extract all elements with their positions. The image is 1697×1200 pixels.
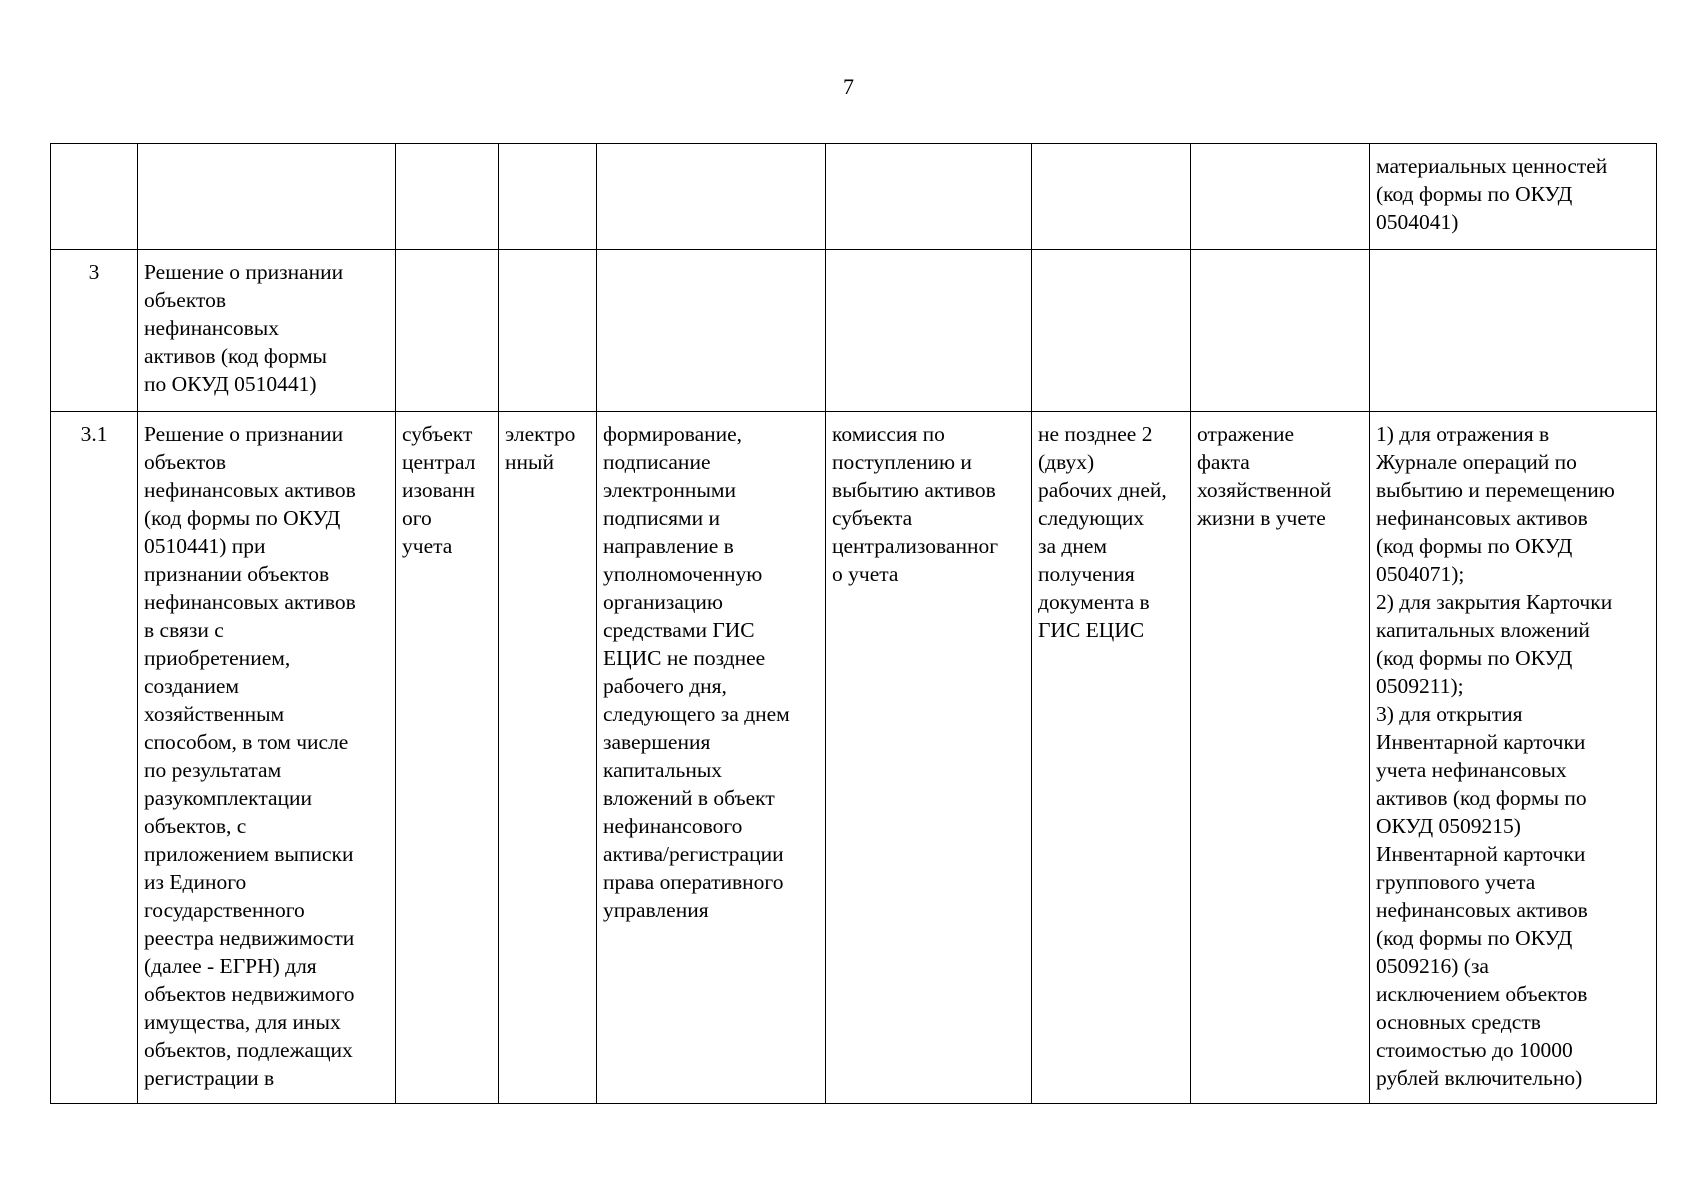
text-line: 0510441) при	[144, 534, 266, 558]
text-line: Журнале операций по	[1376, 450, 1577, 474]
text-line: 3) для открытия	[1376, 702, 1523, 726]
text-line: комиссия по	[832, 422, 945, 446]
text-line: активов (код формы по	[1376, 786, 1587, 810]
text-line: (код формы по ОКУД	[1376, 646, 1573, 670]
text-line: 0509211);	[1376, 674, 1464, 698]
text-line: имущества, для иных	[144, 1010, 341, 1034]
document-form-cell	[499, 412, 597, 1104]
text-line: учета нефинансовых	[1376, 758, 1567, 782]
text-line: способом, в том числе	[144, 730, 349, 754]
text-line: централизованног	[832, 534, 999, 558]
text-line: нефинансовых активов	[144, 478, 356, 502]
text-line: факта	[1197, 450, 1250, 474]
text-line: (код формы по ОКУД	[1376, 182, 1573, 206]
text-line: (двух)	[1038, 450, 1095, 474]
text-line: направление в	[603, 534, 734, 558]
text-line: актива/регистрации	[603, 842, 784, 866]
cell-empty	[1191, 250, 1370, 412]
text-line: капитальных	[603, 758, 723, 782]
text-line: рублей включительно)	[1376, 1066, 1583, 1090]
text-line: централ	[402, 450, 476, 474]
text-line: ОКУД 0509215)	[1376, 814, 1521, 838]
text-line: Решение о признании	[144, 422, 344, 446]
text-line: выбытию активов	[832, 478, 996, 502]
text-line: уполномоченную	[603, 562, 763, 586]
text-line: формирование,	[603, 422, 743, 446]
cell-empty	[138, 144, 396, 250]
text-line: капитальных вложений	[1376, 618, 1590, 642]
text-line: вложений в объект	[603, 786, 775, 810]
document-table	[50, 143, 1657, 1104]
text-line: субъекта	[832, 506, 913, 530]
text-line: нефинансовых активов	[1376, 898, 1588, 922]
text-line: о учета	[832, 562, 899, 586]
text-line: приложением выписки	[144, 842, 354, 866]
text-line: субъект	[402, 422, 473, 446]
executor-cell	[826, 412, 1032, 1104]
cell-empty	[499, 250, 597, 412]
cell-empty	[597, 250, 826, 412]
cell-empty	[396, 250, 499, 412]
text-line: (код формы по ОКУД	[144, 506, 341, 530]
text-line: Инвентарной карточки	[1376, 730, 1586, 754]
text-line: реестра недвижимости	[144, 926, 355, 950]
deadline-cell	[1032, 412, 1191, 1104]
text-line: не позднее 2	[1038, 422, 1153, 446]
text-line: следующих	[1038, 506, 1145, 530]
text-line: приобретением,	[144, 646, 291, 670]
text-line: подписями и	[603, 506, 721, 530]
text-line: объектов, подлежащих	[144, 1038, 353, 1062]
text-line: разукомплектации	[144, 786, 313, 810]
text-line: (код формы по ОКУД	[1376, 534, 1573, 558]
text-line: 1) для отражения в	[1376, 422, 1550, 446]
text-line: документа в	[1038, 590, 1150, 614]
text-line: поступлению и	[832, 450, 972, 474]
cell-empty	[597, 144, 826, 250]
responsible-entity-cell	[396, 412, 499, 1104]
text-line: активов (код формы	[144, 344, 328, 368]
text-line: ГИС ЕЦИС	[1038, 618, 1145, 642]
text-line: изованн	[402, 478, 476, 502]
text-line: основных средств	[1376, 1010, 1541, 1034]
document-name-cell	[138, 412, 396, 1104]
text-line: ЕЦИС не позднее	[603, 646, 766, 670]
text-line: отражение	[1197, 422, 1295, 446]
cell-empty	[1032, 144, 1191, 250]
text-line: учета	[402, 534, 453, 558]
text-line: подписание	[603, 450, 711, 474]
text-line: (далее - ЕГРН) для	[144, 954, 317, 978]
table-row-3-1	[51, 412, 1657, 1104]
text-line: группового учета	[1376, 870, 1536, 894]
text-line: получения	[1038, 562, 1135, 586]
text-line: из Единого	[144, 870, 247, 894]
row-number: 3.1	[51, 412, 138, 1104]
text-line: нный	[505, 450, 554, 474]
text-line: объектов недвижимого	[144, 982, 355, 1006]
text-line: (код формы по ОКУД	[1376, 926, 1573, 950]
cell-continued-purpose	[1370, 144, 1657, 250]
text-line: электронными	[603, 478, 736, 502]
cell-empty	[1032, 250, 1191, 412]
text-line: выбытию и перемещению	[1376, 478, 1615, 502]
text-line: регистрации в	[144, 1066, 275, 1090]
text-line: созданием	[144, 674, 240, 698]
text-line: 0504071);	[1376, 562, 1465, 586]
text-line: электро	[505, 422, 576, 446]
text-line: нефинансовых	[144, 316, 279, 340]
text-line: по ОКУД 0510441)	[144, 372, 317, 396]
text-line: за днем	[1038, 534, 1108, 558]
cell-empty	[826, 250, 1032, 412]
cell-empty	[396, 144, 499, 250]
cell-empty	[51, 144, 138, 250]
text-line: рабочих дней,	[1038, 478, 1167, 502]
text-line: 0504041)	[1376, 210, 1459, 234]
text-line: нефинансовых активов	[1376, 506, 1588, 530]
cell-empty	[499, 144, 597, 250]
text-line: в связи с	[144, 618, 224, 642]
procedure-cell	[597, 412, 826, 1104]
text-line: материальных ценностей	[1376, 154, 1608, 178]
text-line: объектов	[144, 450, 226, 474]
text-line: ого	[402, 506, 432, 530]
text-line: по результатам	[144, 758, 282, 782]
row-number: 3	[51, 250, 138, 412]
text-line: следующего за днем	[603, 702, 790, 726]
text-line: хозяйственным	[144, 702, 285, 726]
text-line: хозяйственной	[1197, 478, 1332, 502]
text-line: жизни в учете	[1197, 506, 1326, 530]
cell-empty	[1370, 250, 1657, 412]
text-line: 2) для закрытия Карточки	[1376, 590, 1613, 614]
purpose-cell	[1370, 412, 1657, 1104]
text-line: управления	[603, 898, 709, 922]
page-number: 7	[843, 74, 854, 99]
table-row-section-3	[51, 250, 1657, 412]
text-line: исключением объектов	[1376, 982, 1588, 1006]
text-line: нефинансового	[603, 814, 743, 838]
text-line: объектов, с	[144, 814, 247, 838]
cell-empty	[1191, 144, 1370, 250]
text-line: Инвентарной карточки	[1376, 842, 1586, 866]
table-row-continuation	[51, 144, 1657, 250]
text-line: рабочего дня,	[603, 674, 727, 698]
text-line: права оперативного	[603, 870, 784, 894]
section-title	[138, 250, 396, 412]
text-line: организацию	[603, 590, 723, 614]
text-line: объектов	[144, 288, 226, 312]
cell-empty	[826, 144, 1032, 250]
text-line: средствами ГИС	[603, 618, 755, 642]
text-line: завершения	[603, 730, 711, 754]
text-line: стоимостью до 10000	[1376, 1038, 1573, 1062]
usage-cell	[1191, 412, 1370, 1104]
text-line: Решение о признании	[144, 260, 344, 284]
text-line: признании объектов	[144, 562, 330, 586]
text-line: нефинансовых активов	[144, 590, 356, 614]
text-line: 0509216) (за	[1376, 954, 1489, 978]
text-line: государственного	[144, 898, 305, 922]
